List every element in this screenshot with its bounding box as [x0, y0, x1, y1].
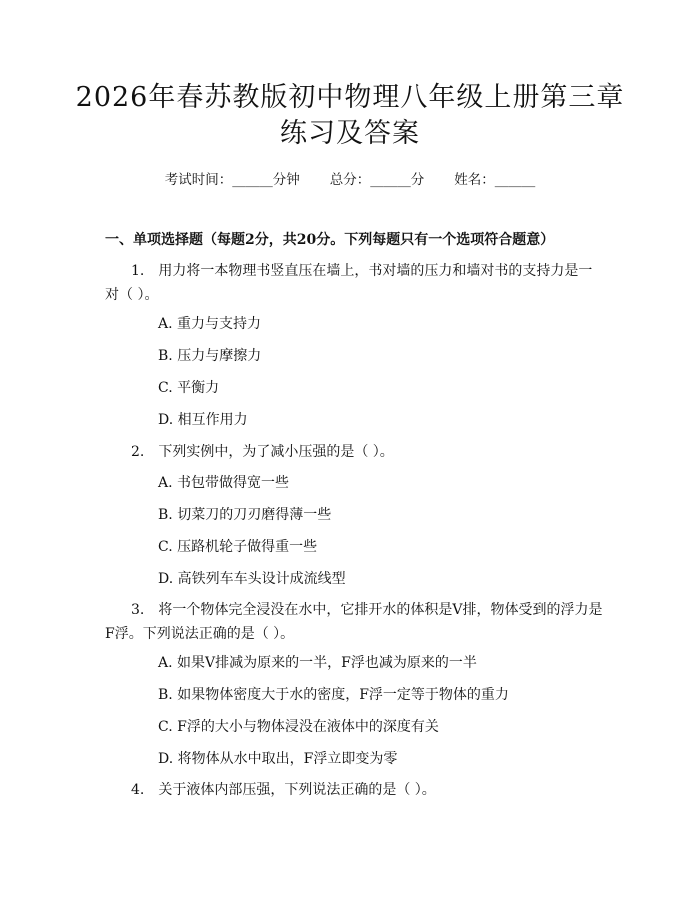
- question-1-stem: 1. 用力将一本物理书竖直压在墙上，书对墙的压力和墙对书的支持力是一对（ ）。: [105, 263, 593, 303]
- exam-time-field: 考试时间：______分钟: [164, 172, 300, 188]
- question-1-option-c: C. 平衡力: [158, 380, 220, 396]
- total-score-field: 总分：______分: [329, 172, 425, 188]
- question-2-option-d: D. 高铁列车车头设计成流线型: [158, 571, 346, 587]
- question-3-option-b: B. 如果物体密度大于水的密度，F浮一定等于物体的重力: [158, 687, 509, 703]
- question-1-option-d: D. 相互作用力: [158, 412, 248, 428]
- question-1-option-b: B. 压力与摩擦力: [158, 348, 262, 364]
- section-heading-single-choice: 一、单项选择题（每题2分，共20分。下列每题只有一个选项符合题意）: [105, 232, 555, 248]
- student-name-field: 姓名：______: [454, 172, 536, 188]
- question-2-option-c: C. 压路机轮子做得重一些: [158, 539, 318, 555]
- exam-info-row: [0, 168, 700, 188]
- question-2-option-a: A. 书包带做得宽一些: [158, 475, 290, 491]
- question-4-stem: 4. 关于液体内部压强，下列说法正确的是（ ）。: [131, 782, 436, 798]
- question-1-option-a: A. 重力与支持力: [158, 316, 262, 332]
- question-2-option-b: B. 切菜刀的刀刃磨得薄一些: [158, 507, 332, 523]
- question-3-option-a: A. 如果V排减为原来的一半，F浮也减为原来的一半: [158, 655, 477, 671]
- question-3-option-d: D. 将物体从水中取出，F浮立即变为零: [158, 751, 398, 767]
- document-title-line2: 练习及答案: [280, 118, 420, 149]
- document-title-line1: 2026年春苏教版初中物理八年级上册第三章: [75, 82, 625, 113]
- question-3-option-c: C. F浮的大小与物体浸没在液体中的深度有关: [158, 719, 439, 735]
- question-2-stem: 2. 下列实例中，为了减小压强的是（ ）。: [131, 444, 394, 460]
- question-3-stem: 3. 将一个物体完全浸没在水中，它排开水的体积是V排，物体受到的浮力是F浮。下列说法正确的是（ ）。: [105, 602, 603, 642]
